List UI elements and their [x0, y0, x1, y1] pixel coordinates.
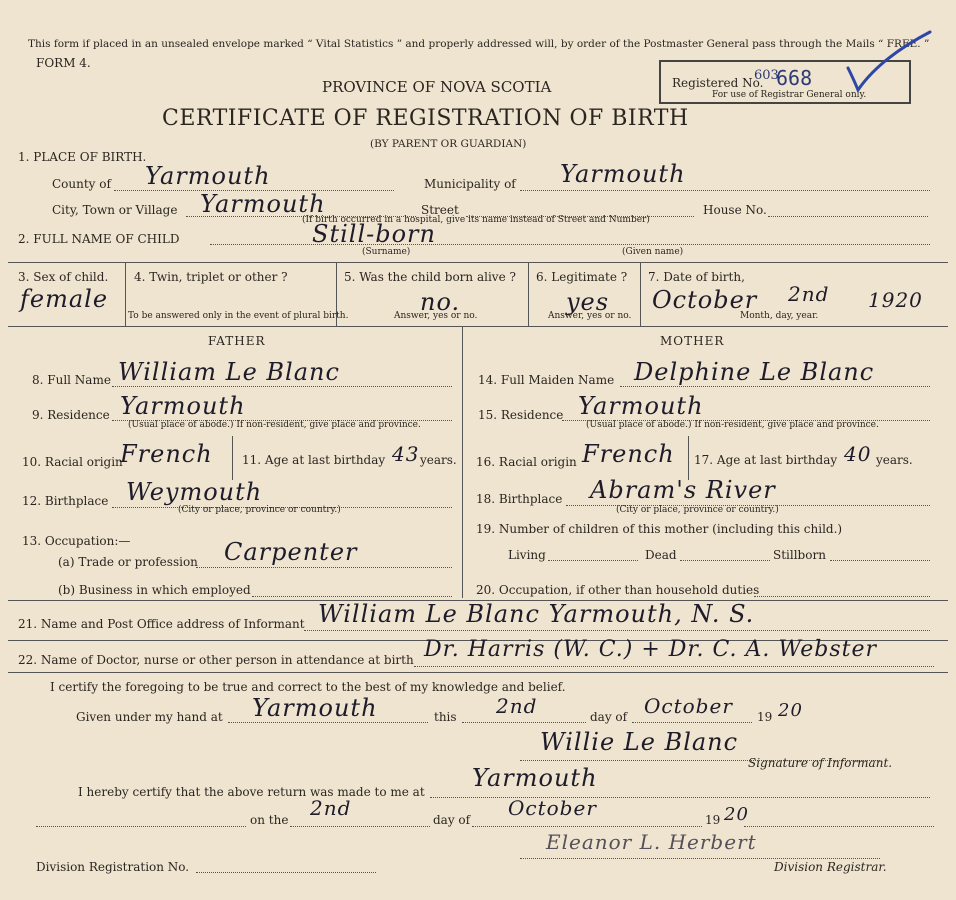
page-title: CERTIFICATE OF REGISTRATION OF BIRTH [162, 106, 689, 131]
trade-value: Carpenter [224, 538, 358, 566]
father-name-label: 8. Full Name [32, 373, 111, 387]
doctor-label: 22. Name of Doctor, nurse or other person in attendance at birth [18, 653, 414, 667]
mother-years-label: years. [876, 453, 913, 467]
city-value: Yarmouth [200, 190, 326, 218]
registrar-signature-label: Division Registrar. [774, 860, 887, 874]
alive-note: Answer, yes or no. [394, 311, 478, 321]
informant-label: 21. Name and Post Office address of Informant [18, 617, 305, 631]
informant-signature: Willie Le Blanc [540, 728, 739, 756]
mother-name-value: Delphine Le Blanc [634, 358, 875, 386]
given-day-value: 2nd [496, 694, 538, 718]
legitimate-note: Answer, yes or no. [548, 311, 632, 321]
alive-label: 5. Was the child born alive ? [344, 270, 516, 284]
given-month-value: October [644, 694, 733, 718]
day-of-label: day of [590, 710, 628, 724]
form-number: FORM 4. [36, 56, 91, 70]
doctor-value: Dr. Harris (W. C.) + Dr. C. A. Webster [424, 637, 877, 662]
given-year-value: 20 [778, 700, 803, 721]
father-age-label: 11. Age at last birthday [242, 453, 386, 467]
mother-age-value: 40 [844, 442, 872, 466]
mother-age-label: 17. Age at last birthday [694, 453, 838, 467]
municipality-value: Yarmouth [560, 160, 686, 188]
father-residence-value: Yarmouth [120, 392, 246, 420]
informant-signature-label: Signature of Informant. [748, 756, 893, 770]
given-name-label: (Given name) [622, 247, 684, 257]
registrar-statement: I hereby certify that the above return was made to me at [78, 785, 425, 799]
father-birthplace-label: 12. Birthplace [22, 494, 109, 508]
informant-value: William Le Blanc Yarmouth, N. S. [318, 600, 755, 628]
father-racial-value: French [120, 440, 213, 468]
place-of-birth-label: 1. PLACE OF BIRTH. [18, 150, 147, 164]
date-of-birth-label: 7. Date of birth, [648, 270, 745, 284]
registrar-year-prefix: 19 [705, 813, 721, 827]
given-place-value: Yarmouth [252, 694, 378, 722]
birth-month-value: October [652, 286, 758, 314]
twin-note: To be answered only in the event of plural birth. [128, 311, 349, 321]
house-number-label: House No. [703, 203, 767, 217]
this-label: this [434, 710, 457, 724]
father-racial-label: 10. Racial origin [22, 455, 123, 469]
business-label: (b) Business in which employed [58, 583, 251, 597]
father-years-label: years. [420, 453, 457, 467]
surname-label: (Surname) [362, 247, 411, 257]
stillborn-label: Stillborn [773, 548, 826, 562]
birth-day-value: 2nd [788, 282, 830, 306]
mother-residence-label: 15. Residence [478, 408, 564, 422]
child-name-label: 2. FULL NAME OF CHILD [18, 232, 180, 246]
given-under-label: Given under my hand at [76, 710, 223, 724]
mother-heading: MOTHER [660, 334, 725, 348]
registrar-note: For use of Registrar General only. [712, 90, 867, 100]
mother-residence-note: (Usual place of abode.) If non-resident, give place and province. [586, 420, 879, 430]
legitimate-label: 6. Legitimate ? [536, 270, 628, 284]
province-heading: PROVINCE OF NOVA SCOTIA [322, 78, 552, 96]
sex-label: 3. Sex of child. [18, 270, 109, 284]
county-label: County of [52, 177, 111, 191]
father-residence-label: 9. Residence [32, 408, 110, 422]
registrar-signature: Eleanor L. Herbert [546, 830, 757, 854]
registered-prefix: 603 [754, 68, 779, 83]
mother-racial-label: 16. Racial origin [476, 455, 577, 469]
registrar-day-value: 2nd [310, 796, 352, 820]
father-birthplace-value: Weymouth [126, 478, 263, 506]
mother-residence-value: Yarmouth [578, 392, 704, 420]
municipality-label: Municipality of [424, 177, 516, 191]
on-the-label: on the [250, 813, 289, 827]
registrar-place-value: Yarmouth [472, 764, 598, 792]
trade-label: (a) Trade or profession [58, 555, 198, 569]
registered-label: Registered No. [672, 76, 764, 90]
division-number-label: Division Registration No. [36, 860, 190, 874]
page-subtitle: (BY PARENT OR GUARDIAN) [370, 138, 527, 150]
mother-birthplace-value: Abram's River [590, 476, 776, 504]
father-occupation-label: 13. Occupation:— [22, 534, 131, 548]
dead-label: Dead [645, 548, 677, 562]
mother-name-label: 14. Full Maiden Name [478, 373, 615, 387]
mother-occupation-label: 20. Occupation, if other than household duties [476, 583, 760, 597]
certify-statement: I certify the foregoing to be true and correct to the best of my knowledge and belief. [50, 680, 566, 694]
mother-birthplace-label: 18. Birthplace [476, 492, 563, 506]
alive-value: no. [420, 288, 461, 316]
sex-value: female [20, 285, 109, 313]
child-name-value: Still-born [312, 220, 436, 248]
date-note: Month, day, year. [740, 311, 819, 321]
legitimate-value: yes [566, 288, 610, 316]
registrar-day-of-label: day of [433, 813, 471, 827]
street-label: Street [421, 203, 459, 217]
living-label: Living [508, 548, 546, 562]
father-age-value: 43 [392, 442, 420, 466]
father-name-value: William Le Blanc [118, 358, 340, 386]
father-residence-note: (Usual place of abode.) If non-resident, give place and province. [128, 420, 421, 430]
twin-label: 4. Twin, triplet or other ? [134, 270, 288, 284]
mother-racial-value: French [582, 440, 675, 468]
registrar-month-value: October [508, 796, 597, 820]
registered-number: 668 [776, 66, 813, 90]
father-birthplace-note: (City or place, province or country.) [178, 505, 341, 515]
year-prefix: 19 [757, 710, 773, 724]
mail-notice: This form if placed in an unsealed envelope marked “ Vital Statistics ” and properly addressed will, by order of the Postmaster General pass through the Mails “ FREE. ” [28, 38, 930, 50]
county-value: Yarmouth [145, 162, 271, 190]
hospital-note: (If birth occurred in a hospital, give its name instead of Street and Number) [302, 215, 650, 225]
birth-year-value: 1920 [868, 288, 923, 312]
check-mark-icon [840, 28, 935, 98]
city-label: City, Town or Village [52, 203, 178, 217]
registrar-year-value: 20 [724, 804, 749, 825]
father-heading: FATHER [208, 334, 266, 348]
children-count-label: 19. Number of children of this mother (including this child.) [476, 522, 843, 536]
mother-birthplace-note: (City or place, province or country.) [616, 505, 779, 515]
